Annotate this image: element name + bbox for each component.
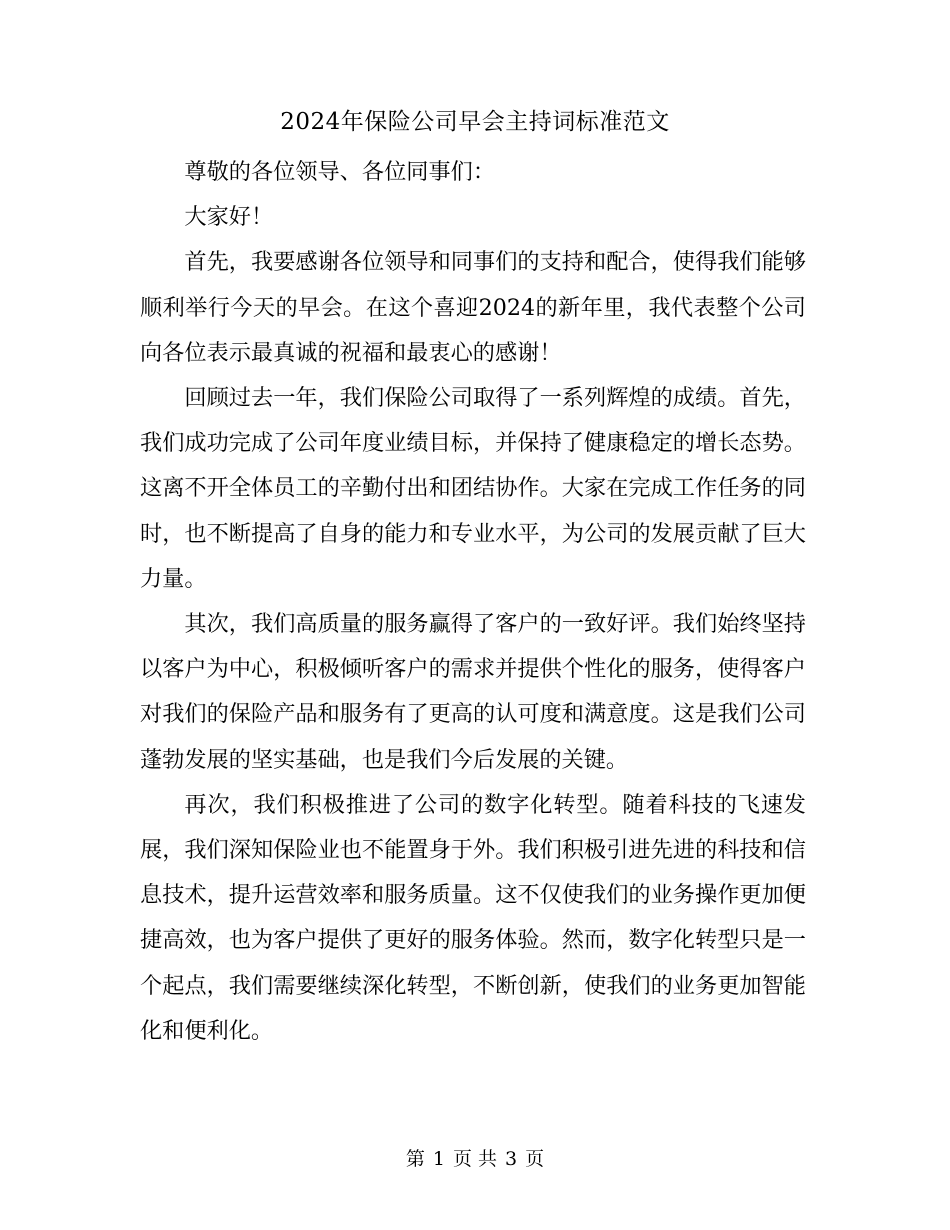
footer-page-number: 1 [432,1148,445,1170]
footer-prefix: 第 [405,1148,425,1170]
hello-paragraph: 大家好！ [184,204,274,231]
service-paragraph: 其次，我们高质量的服务赢得了客户的一致好评。我们始终坚持以客户为中心，积极倾听客户的需求并提供个性化的服务，使得客户对我们的保险产品和服务有了更高的认可度和满意度。这是我们公司蓬勃发展的坚实基础，也是我们今后发展的关键。 [140,611,806,773]
review-paragraph: 回顾过去一年，我们保险公司取得了一系列辉煌的成绩。首先，我们成功完成了公司年度业绩目标，并保持了健康稳定的增长态势。这离不开全体员工的辛勤付出和团结协作。大家在完成工作任务的同时，也不断提高了自身的能力和专业水平，为公司的发展贡献了巨大力量。 [140,385,806,592]
page-footer [0,1145,950,1173]
thanks-paragraph: 首先，我要感谢各位领导和同事们的支持和配合，使得我们能够顺利举行今天的早会。在这个喜迎2024的新年里，我代表整个公司向各位表示最真诚的祝福和最衷心的感谢！ [140,249,806,366]
footer-middle: 页 共 [452,1148,498,1170]
digital-paragraph: 再次，我们积极推进了公司的数字化转型。随着科技的飞速发展，我们深知保险业也不能置身于外。我们积极引进先进的科技和信息技术，提升运营效率和服务质量。这不仅使我们的业务操作更加便捷高效，也为客户提供了更好的服务体验。然而，数字化转型只是一个起点，我们需要继续深化转型，不断创新，使我们的业务更加智能化和便利化。 [140,791,806,1044]
document-title: 2024年保险公司早会主持词标准范文 [280,109,670,135]
footer-page-total: 3 [505,1148,518,1170]
document-body [140,150,806,1054]
greeting-paragraph: 尊敬的各位领导、各位同事们： [184,159,496,185]
footer-suffix: 页 [525,1148,545,1170]
